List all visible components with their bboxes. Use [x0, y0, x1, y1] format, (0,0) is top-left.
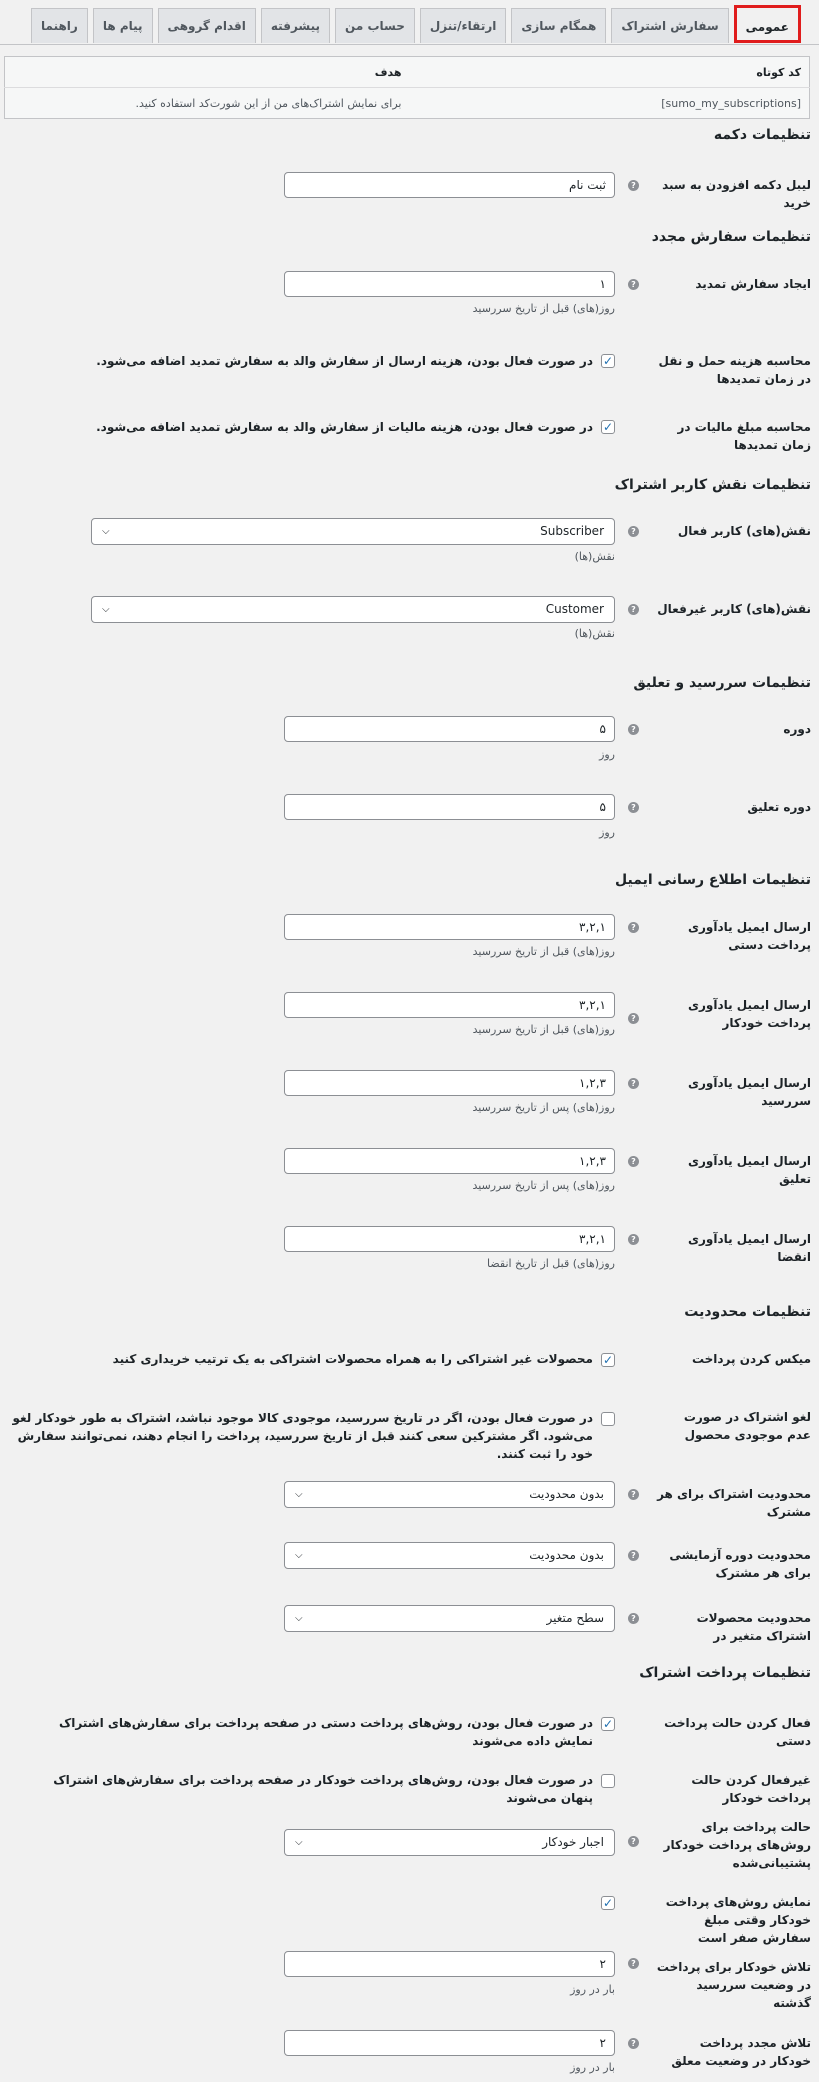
section-limit-settings: تنظیمات محدودیت	[684, 1304, 811, 1320]
section-reorder-settings: تنظیمات سفارش مجدد	[651, 229, 811, 245]
manual-reminder-input[interactable]: ۳,۲,۱	[284, 914, 615, 940]
retry-suspend-input[interactable]: ۲	[284, 2030, 615, 2056]
add-to-cart-label: لیبل دکمه افزودن به سبد خرید	[662, 178, 811, 210]
active-role-select[interactable]	[91, 518, 615, 545]
mix-checkbox[interactable]: ✓	[602, 1353, 614, 1367]
suspend-label: دوره تعلیق	[747, 800, 811, 814]
pay-mode-label: حالت پرداخت برای روش‌های پرداخت خودکار پشتیبانی‌شده	[663, 1820, 811, 1870]
chevron-down-icon: ⌵	[102, 526, 110, 537]
help-icon[interactable]: ?	[628, 1836, 639, 1847]
purpose-col-header: هدف	[5, 57, 410, 88]
variable-limit-select[interactable]	[284, 1605, 615, 1632]
retry-suspend-label: تلاش مجدد پرداخت خودکار در وضعیت معلق	[671, 2036, 811, 2068]
inactive-role-value: Customer	[545, 602, 604, 616]
retry-suspend-desc: بار در روز	[570, 2061, 615, 2074]
overdue-reminder-desc: روز(های) پس از تاریخ سررسید	[472, 1101, 615, 1114]
help-icon[interactable]: ?	[628, 180, 639, 191]
help-icon[interactable]: ?	[628, 1013, 639, 1024]
tab-messages[interactable]: پیام ها	[93, 8, 153, 43]
help-icon[interactable]: ?	[628, 1613, 639, 1624]
renewal-desc: روز(های) قبل از تاریخ سررسید	[472, 302, 615, 315]
retry-overdue-desc: بار در روز	[570, 1983, 615, 1996]
chevron-down-icon: ⌵	[295, 1837, 303, 1848]
help-icon[interactable]: ?	[628, 724, 639, 735]
zero-amount-label: نمایش روش‌های پرداخت خودکار وقتی مبلغ سفارش صفر است	[665, 1895, 811, 1945]
manual-pay-checkbox[interactable]: ✓	[602, 1717, 614, 1731]
section-payment-settings: تنظیمات پرداخت اشتراک	[639, 1665, 811, 1681]
section-button-settings: تنظیمات دکمه	[713, 127, 811, 143]
shipping-text: در صورت فعال بودن، هزینه ارسال از سفارش والد به سفارش تمدید اضافه می‌شود.	[96, 354, 593, 368]
per-sub-limit-select[interactable]	[284, 1481, 615, 1508]
auto-reminder-input[interactable]: ۳,۲,۱	[284, 992, 615, 1018]
purpose-value: برای نمایش اشتراک‌های من از این شورت‌کد استفاده کنید.	[135, 96, 402, 110]
auto-reminder-desc: روز(های) قبل از تاریخ سررسید	[472, 1023, 615, 1036]
inactive-role-select[interactable]	[91, 596, 615, 623]
suspend-desc: روز	[599, 826, 615, 839]
trial-limit-value: بدون محدودیت	[529, 1548, 604, 1562]
renewal-input[interactable]: ۱	[284, 271, 615, 297]
tax-label: محاسبه مبلغ مالیات در زمان تمدیدها	[677, 420, 811, 452]
expire-reminder-desc: روز(های) قبل از تاریخ انقضا	[486, 1257, 615, 1270]
variable-limit-value: سطح متغیر	[546, 1611, 604, 1625]
tab-advanced[interactable]: پیشرفته	[261, 8, 330, 43]
suspend-input[interactable]: ۵	[284, 794, 615, 820]
add-to-cart-input[interactable]: ثبت نام	[284, 172, 615, 198]
expire-reminder-input[interactable]: ۳,۲,۱	[284, 1226, 615, 1252]
settings-tabs	[31, 5, 801, 43]
manual-reminder-desc: روز(های) قبل از تاریخ سررسید	[472, 945, 615, 958]
tab-divider	[0, 44, 819, 45]
zero-amount-checkbox[interactable]: ✓	[602, 1896, 614, 1910]
section-email-settings: تنظیمات اطلاع رسانی ایمیل	[615, 872, 811, 888]
trial-limit-label: محدودیت دوره آزمایشی برای هر مشترک	[669, 1548, 811, 1580]
per-sub-limit-label: محدودیت اشتراک برای هر مشترک	[657, 1487, 811, 1519]
suspend-reminder-desc: روز(های) پس از تاریخ سررسید	[472, 1179, 615, 1192]
auto-pay-text: در صورت فعال بودن، روش‌های پرداخت خودکار در صفحه پرداخت برای سفارش‌های اشتراک پنهان می‌شوند	[53, 1773, 593, 1805]
tax-checkbox[interactable]: ✓	[602, 420, 614, 434]
help-icon[interactable]: ?	[628, 1078, 639, 1089]
auto-reminder-label: ارسال ایمیل یادآوری پرداخت خودکار	[687, 998, 811, 1030]
shortcode-col-header: کد کوتاه	[410, 57, 810, 88]
period-desc: روز	[599, 748, 615, 761]
tax-text: در صورت فعال بودن، هزینه مالیات از سفارش والد به سفارش تمدید اضافه می‌شود.	[96, 420, 593, 434]
shortcode-table	[4, 56, 810, 119]
pay-mode-select[interactable]	[284, 1829, 615, 1856]
cancel-oos-checkbox[interactable]	[601, 1412, 615, 1426]
variable-limit-label: محدودیت محصولات اشتراک متغیر در	[696, 1611, 811, 1643]
help-icon[interactable]: ?	[628, 1489, 639, 1500]
chevron-down-icon: ⌵	[295, 1489, 303, 1500]
help-icon[interactable]: ?	[628, 2038, 639, 2049]
manual-pay-label: فعال کردن حالت پرداخت دستی	[664, 1716, 811, 1748]
chevron-down-icon: ⌵	[295, 1613, 303, 1624]
renewal-label: ایجاد سفارش تمدید	[695, 277, 811, 291]
auto-pay-label: غیرفعال کردن حالت پرداخت خودکار	[691, 1773, 811, 1805]
period-label: دوره	[783, 722, 811, 736]
section-role-settings: تنظیمات نقش کاربر اشتراک	[614, 477, 811, 493]
cancel-oos-label: لغو اشتراک در صورت عدم موجودی محصول	[683, 1410, 811, 1442]
pay-mode-value: اجبار خودکار	[542, 1835, 604, 1849]
tab-help[interactable]: راهنما	[31, 8, 88, 43]
mix-text: محصولات غیر اشتراکی را به همراه محصولات اشتراکی به یک ترتیب خریداری کنید	[112, 1352, 593, 1366]
manual-reminder-label: ارسال ایمیل یادآوری پرداخت دستی	[687, 920, 811, 952]
inactive-role-desc: نقش(ها)	[574, 627, 615, 640]
active-role-desc: نقش(ها)	[574, 550, 615, 563]
mix-label: میکس کردن پرداخت	[691, 1352, 811, 1366]
active-role-value: Subscriber	[540, 524, 604, 538]
tab-upgrade-downgrade[interactable]: ارتقاء/تنزل	[420, 8, 506, 43]
suspend-reminder-input[interactable]: ۱,۲,۳	[284, 1148, 615, 1174]
overdue-reminder-label: ارسال ایمیل یادآوری سررسید	[687, 1076, 811, 1108]
shipping-checkbox[interactable]: ✓	[602, 354, 614, 368]
help-icon[interactable]: ?	[628, 604, 639, 615]
help-icon[interactable]: ?	[628, 279, 639, 290]
tab-sync[interactable]: همگام سازی	[511, 8, 606, 43]
overdue-reminder-input[interactable]: ۱,۲,۳	[284, 1070, 615, 1096]
retry-overdue-label: تلاش خودکار برای پرداخت در وضعیت سررسید گذشته	[656, 1960, 811, 2010]
inactive-role-label: نقش(های) کاربر غیرفعال	[657, 602, 811, 616]
section-due-settings: تنظیمات سررسید و تعلیق	[633, 675, 811, 691]
cancel-oos-text: در صورت فعال بودن، اگر در تاریخ سررسید، موجودی کالا موجود نباشد، اشتراک به طور خودکار لغو می‌شود. اگر مشترکین سعی کنند قبل از تاریخ سررسید، پرداخت را انجام دهند، نمی‌توانند سفارش خود را ثبت کنند.	[12, 1411, 593, 1461]
help-icon[interactable]: ?	[628, 1156, 639, 1167]
help-icon[interactable]: ?	[628, 526, 639, 537]
expire-reminder-label: ارسال ایمیل یادآوری انقضا	[687, 1232, 811, 1264]
help-icon[interactable]: ?	[628, 922, 639, 933]
tab-bulk-action[interactable]: اقدام گروهی	[158, 8, 256, 43]
tab-my-account[interactable]: حساب من	[335, 8, 415, 43]
chevron-down-icon: ⌵	[102, 604, 110, 615]
tab-general[interactable]: عمومی	[734, 5, 801, 43]
auto-pay-checkbox[interactable]	[601, 1774, 615, 1788]
retry-overdue-input[interactable]: ۲	[284, 1951, 615, 1977]
shipping-label: محاسبه هزینه حمل و نقل در زمان تمدیدها	[658, 354, 811, 386]
tab-subscription-order[interactable]: سفارش اشتراک	[611, 8, 728, 43]
help-icon[interactable]: ?	[628, 802, 639, 813]
suspend-reminder-label: ارسال ایمیل یادآوری تعلیق	[687, 1154, 811, 1186]
shortcode-value: [sumo_my_subscriptions]	[661, 96, 801, 110]
help-icon[interactable]: ?	[628, 1550, 639, 1561]
help-icon[interactable]: ?	[628, 1958, 639, 1969]
help-icon[interactable]: ?	[628, 1234, 639, 1245]
manual-pay-text: در صورت فعال بودن، روش‌های پرداخت دستی در صفحه پرداخت برای سفارش‌های اشتراک نمایش داده می‌شوند	[59, 1716, 593, 1748]
trial-limit-select[interactable]	[284, 1542, 615, 1569]
active-role-label: نقش(های) کاربر فعال	[677, 524, 811, 538]
period-input[interactable]: ۵	[284, 716, 615, 742]
chevron-down-icon: ⌵	[295, 1550, 303, 1561]
per-sub-limit-value: بدون محدودیت	[529, 1487, 604, 1501]
